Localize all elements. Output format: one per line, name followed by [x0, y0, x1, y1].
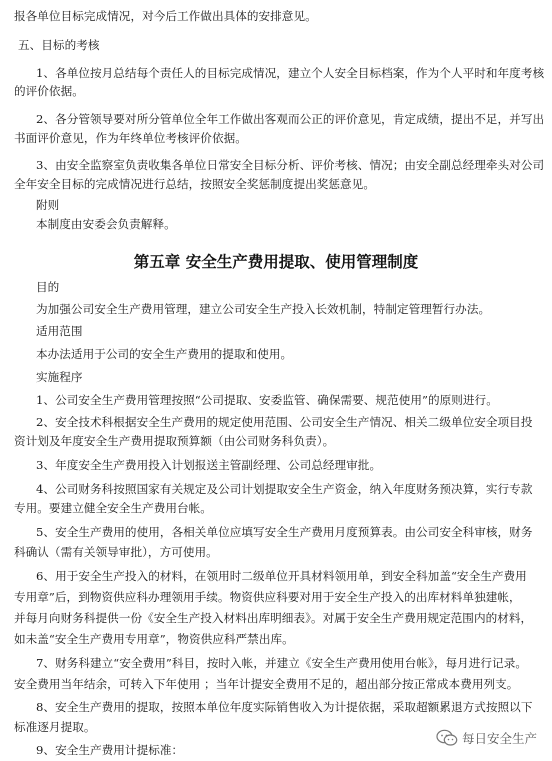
text-line: 专用。要建立健全安全生产费用台帐。 — [14, 501, 212, 515]
text-line: 5、安全生产费用的使用，各相关单位应填写安全生产费用月度预算表。由公司安全科审核，财务 — [36, 525, 533, 539]
wechat-icon — [436, 729, 458, 747]
text-line: 本办法适用于公司的安全生产费用的提取和使用。 — [36, 347, 293, 361]
watermark-text: 每日安全生产 — [462, 731, 538, 746]
section-heading: 实施程序 — [36, 370, 83, 384]
text-line: 8、安全生产费用的提取，按照本单位年度实际销售收入为计提依据，采取超额累退方式按照以下 — [36, 700, 533, 714]
text-line: 6、用于安全生产投入的材料，在领用时二级单位开具材料领用单，到安全科加盖“安全生产费用 — [36, 569, 527, 583]
text-line: 安全费用当年结余，可转入下年使用 ；当年计提安全费用不足的，超出部分按正常成本费用列支。 — [14, 677, 519, 691]
text-line: 3、年度安全生产费用投入计划报送主管副经理、公司总经理审批。 — [36, 458, 382, 472]
text-line: 书面评价意见，作为年终单位考核评价依据。 — [14, 131, 247, 145]
text-line: 的评价依据。 — [14, 84, 84, 98]
text-line: 1、公司安全生产费用管理按照“公司提取、安委监管、确保需要、规范使用”的原则进行。 — [36, 393, 498, 407]
text-line: 标准逐月提取。 — [14, 720, 96, 734]
wechat-watermark — [436, 727, 537, 749]
text-line: 4、公司财务科按照国家有关规定及公司计划提取安全生产资金，纳入年度财务预决算，实行专款 — [36, 482, 533, 496]
text-line: 全年安全目标的完成情况进行总结，按照安全奖惩制度提出奖惩意见。 — [14, 177, 375, 191]
section-heading: 五、目标的考核 — [18, 38, 100, 52]
text-line: 如未盖“安全生产费用专用章”，物资供应科严禁出库。 — [14, 632, 294, 646]
section-heading: 适用范围 — [36, 324, 83, 338]
text-line: 9、安全生产费用计提标准： — [36, 743, 184, 757]
text-line: 7、财务科建立“安全费用”科目，按时入帐，并建立《安全生产费用使用台帐》，每月进行记录。 — [36, 656, 527, 670]
text-line: 3、由安全监察室负责收集各单位日常安全目标分析、评价考核、情况；由安全副总经理牵头对公司 — [36, 158, 545, 172]
chapter-title: 第五章 安全生产费用提取、使用管理制度 — [133, 253, 419, 271]
text-line: 为加强公司安全生产费用管理，建立公司安全生产投入长效机制，特制定管理暂行办法。 — [36, 302, 491, 316]
text-line: 本制度由安委会负责解释。 — [36, 217, 176, 231]
text-line: 科确认（需有关领导审批），方可使用。 — [14, 545, 218, 559]
text-line: 资计划及年度安全生产费用提取预算额（由公司财务科负责）。 — [14, 434, 335, 448]
text-line: 报各单位目标完成情况，对今后工作做出具体的安排意见。 — [14, 9, 317, 23]
text-line: 2、安全技术科根据安全生产费用的规定使用范围、公司安全生产情况、相关二级单位安全项目投 — [36, 415, 533, 429]
text-line: 2、各分管领导要对所分管单位全年工作做出客观而公正的评价意见，肯定成绩，提出不足，并写出 — [36, 112, 545, 126]
text-line: 并每月向财务科提供一份《安全生产投入材料出库明细表》。对属于安全生产费用规定范围内的材料， — [14, 611, 533, 625]
section-heading: 目的 — [36, 280, 60, 294]
text-line: 专用章”后，到物资供应科办理领用手续。物资供应科要对用于安全生产投入的出库材料单独建帐， — [14, 590, 521, 604]
section-heading: 附则 — [36, 198, 60, 212]
text-line: 1、各单位按月总结每个责任人的目标完成情况，建立个人安全目标档案，作为个人平时和年度考核 — [36, 66, 545, 80]
